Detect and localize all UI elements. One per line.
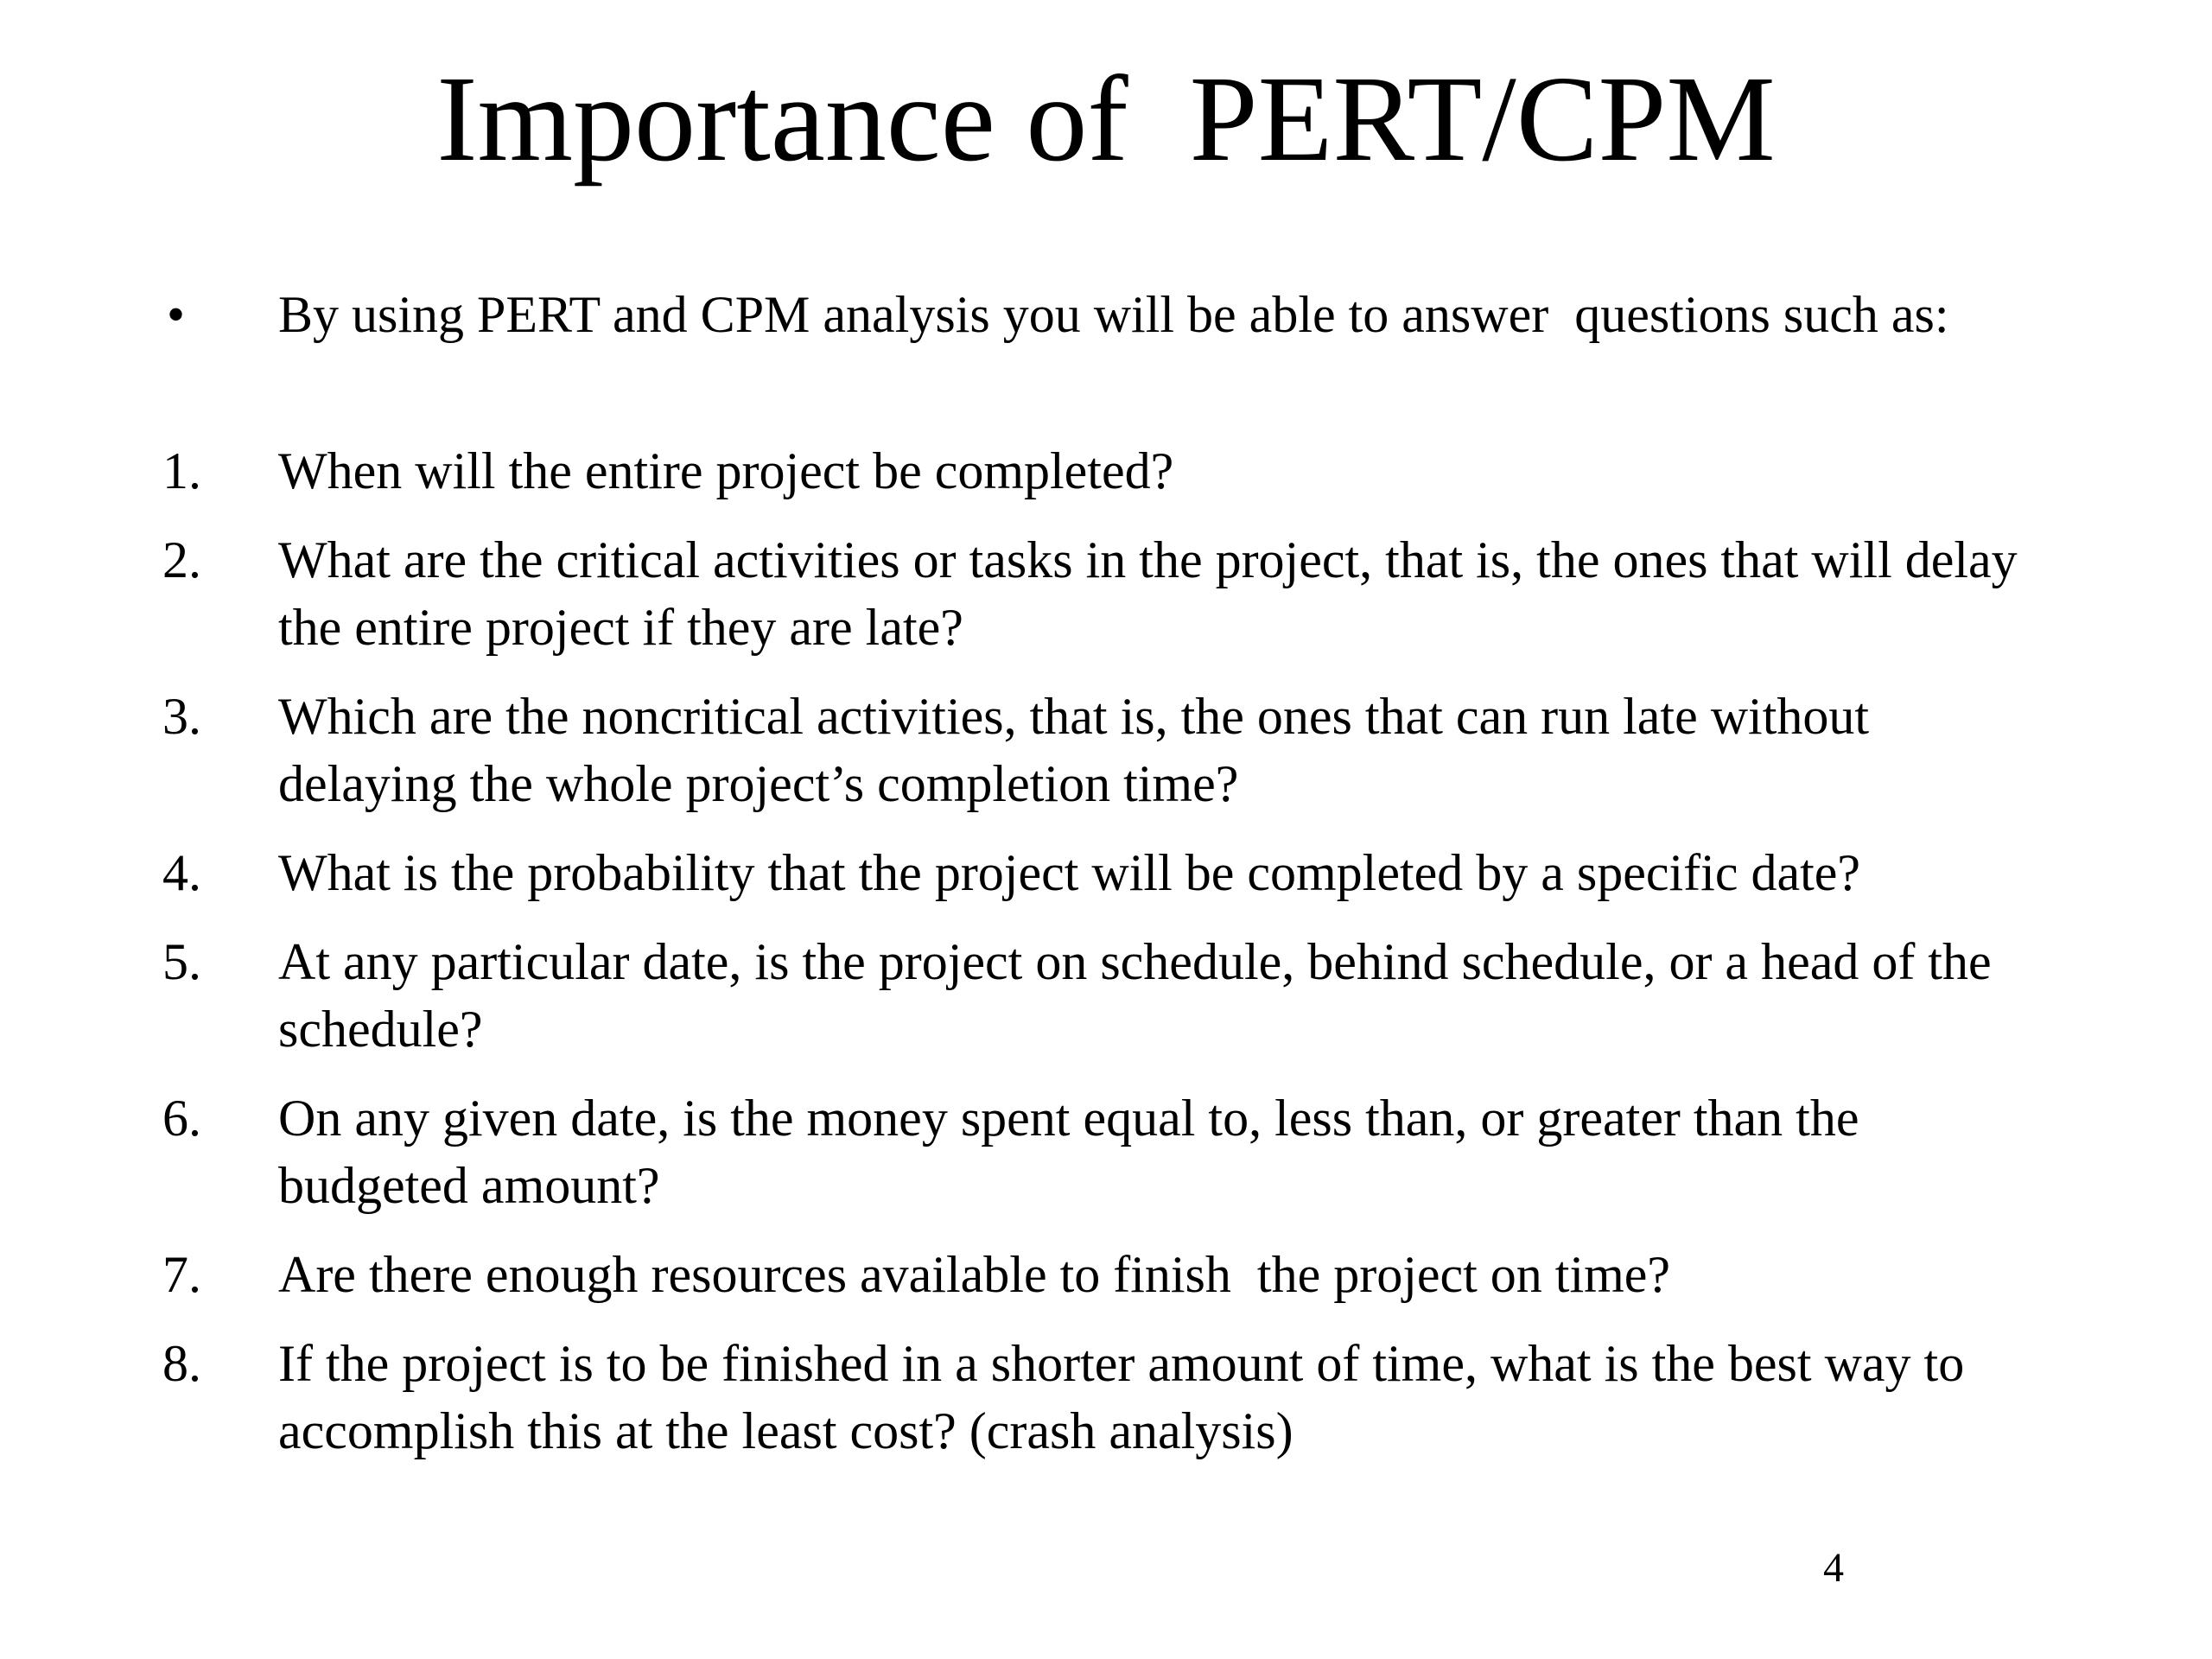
list-number: 2. — [162, 531, 201, 588]
slide-title: Importance of PERT/CPM — [436, 50, 1776, 187]
list-text: Which are the noncritical activities, that is, the ones that can run late without delaying the whole project’s completion time? — [278, 688, 1883, 812]
list-number: 6. — [162, 1090, 201, 1147]
list-text: What are the critical activities or tasks in the project, that is, the ones that will delay the entire project if they are late? — [278, 531, 2031, 656]
list-text: On any given date, is the money spent equal to, less than, or greater than the budgeted amount? — [278, 1090, 1872, 1214]
list-number: 5. — [162, 933, 201, 990]
list-text: At any particular date, is the project on schedule, behind schedule, or a head of the schedule? — [278, 933, 2005, 1058]
list-text: Are there enough resources available to finish the project on time? — [278, 1246, 1671, 1303]
list-number: 1. — [162, 442, 201, 499]
list-number: 8. — [162, 1335, 201, 1392]
bullet-marker: • — [167, 286, 186, 343]
list-number: 4. — [162, 844, 201, 901]
list-text: What is the probability that the project will be completed by a specific date? — [278, 844, 1861, 901]
list-text: When will the entire project be completed? — [278, 442, 1174, 499]
list-text: If the project is to be finished in a shorter amount of time, what is the best way to accomplish this at the least cost? (crash analysis) — [278, 1335, 1978, 1459]
intro-text: By using PERT and CPM analysis you will be able to answer questions such as: — [278, 286, 1949, 343]
page-number: 4 — [1823, 1545, 1844, 1591]
list-number: 3. — [162, 688, 201, 745]
list-number: 7. — [162, 1246, 201, 1303]
